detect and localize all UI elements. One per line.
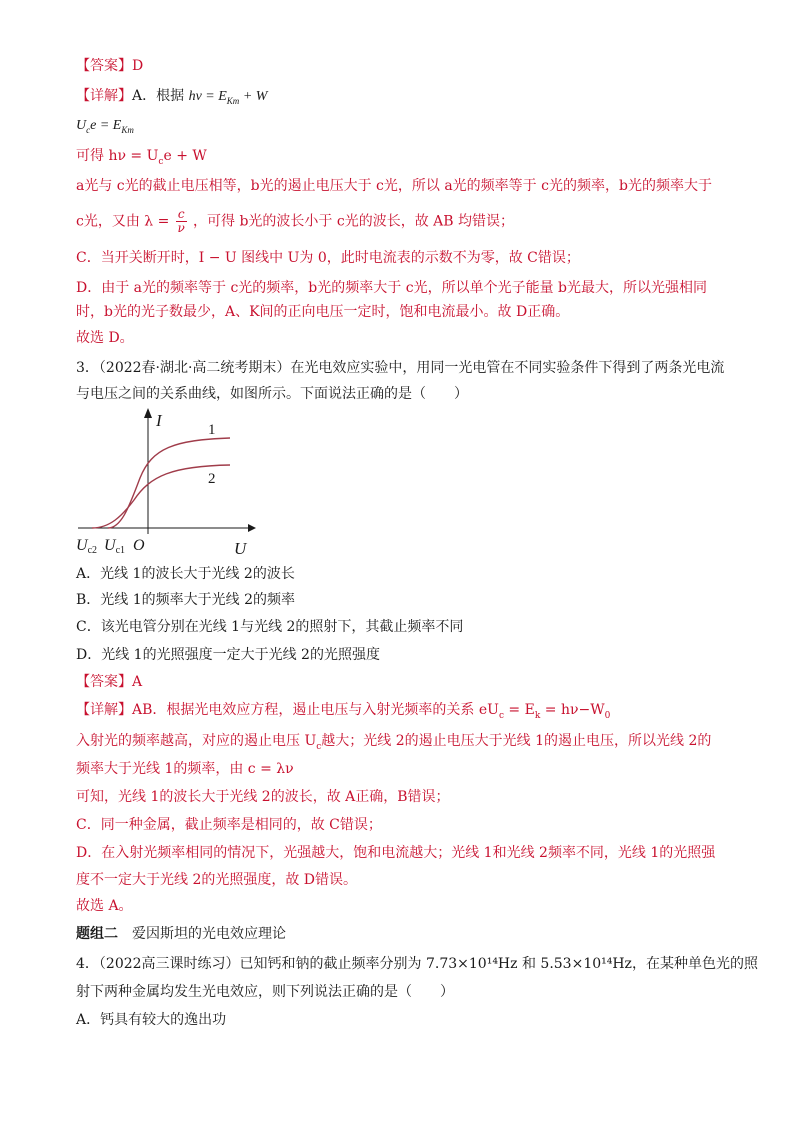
q4-option-a: A．钙具有较大的逸出功	[76, 1012, 227, 1028]
fraction-c-over-nu: $\frac{c}{\nu}$	[177, 207, 185, 235]
section-heading: 题组二 爱因斯坦的光电效应理论	[76, 926, 286, 942]
q3-stem-line2: 与电压之间的关系曲线，如图所示。下面说法正确的是（ ）	[76, 386, 468, 402]
x-axis-arrow	[248, 524, 256, 532]
y-axis-label: I	[156, 411, 162, 430]
q4-stem-line2: 射下两种金属均发生光电效应，则下列说法正确的是（ ）	[76, 984, 454, 1000]
q3-detail-line3: 频率大于光线 1的频率，由 c = λν	[76, 761, 294, 777]
q3-detail-line8: 故选 A。	[76, 898, 133, 914]
q3-answer: 【答案】A	[76, 674, 143, 690]
q2-detail-line3: 可得 $h\nu = U_ce + W$	[76, 148, 207, 167]
q3-detail-line1: 【详解】AB．根据光电效应方程，遏止电压与入射光频率的关系 $eU_c = E_k = h\nu-W_0$	[76, 702, 611, 721]
uc1-label: Uc1	[104, 537, 126, 556]
q3-detail-line4: 可知，光线 1的波长大于光线 2的波长，故 A正确，B错误；	[76, 789, 450, 805]
q2-answer: 【答案】D	[76, 58, 144, 74]
q2-detail-line8: 时，b光的光子数最少，A、K间的正向电压一定时，饱和电流最小。故 D正确。	[76, 304, 570, 320]
q3-detail-line2: 入射光的频率越高，对应的遏止电压 $U_c$越大；光线 2的遏止电压大于光线 1的遏止电压，所以光线 2的	[76, 733, 712, 752]
q2-detail-line4: a光与 c光的截止电压相等，b光的遏止电压大于 c光，所以 a光的频率等于 c光的频率，b光的频率大于	[76, 178, 712, 194]
q3-stem-line1: 3．（2022春·湖北·高二统考期末）在光电效应实验中，用同一光电管在不同实验条件下得到了两条光电流	[76, 360, 725, 376]
q3-detail-line6: D．在入射光频率相同的情况下，光强越大，饱和电流越大；光线 1和光线 2频率不同，光线 1的光照强	[76, 845, 716, 861]
q3-option-c: C．该光电管分别在光线 1与光线 2的照射下，其截止频率不同	[76, 619, 464, 635]
curve-2-label: 2	[208, 471, 216, 487]
q2-detail-line6: C．当开关断开时，I − U 图线中 U为 0，此时电流表的示数不为零，故 C错误；	[76, 250, 580, 266]
q2-detail-eq2: $U_ce = E_{Km}$	[76, 118, 134, 135]
q2-detail-line7: D．由于 a光的频率等于 c光的频率，b光的频率大于 c光，所以单个光子能量 b光最大，所以光强相同	[76, 280, 707, 296]
q2-detail-line1: 【详解】A．根据 $h\nu = E_{Km} + W$	[76, 88, 268, 106]
uc2-label: Uc2	[76, 537, 98, 556]
q3-detail-line5: C．同一种金属，截止频率是相同的，故 C错误；	[76, 817, 382, 833]
origin-label: O	[133, 537, 145, 554]
q2-detail-line5: c光，又由 λ = $\frac{c}{\nu}$ ，可得 b光的波长小于 c光的波长，故 AB 均错误；	[76, 207, 515, 235]
q3-detail-line7: 度不一定大于光线 2的光照强度，故 D错误。	[76, 872, 358, 888]
q3-option-b: B．光线 1的频率大于光线 2的频率	[76, 592, 296, 608]
x-axis-label: U	[234, 539, 247, 558]
q3-option-d: D．光线 1的光照强度一定大于光线 2的光照强度	[76, 647, 380, 663]
y-axis-arrow	[144, 408, 152, 418]
q2-detail-line9: 故选 D。	[76, 330, 134, 346]
photoelectric-iu-graph	[70, 404, 260, 560]
curve-1-label: 1	[208, 422, 216, 438]
q4-stem-line1: 4．（2022高三课时练习）已知钙和钠的截止频率分别为 7.73×10¹⁴Hz 和 5.53×10¹⁴Hz，在某种单色光的照	[76, 956, 758, 972]
q3-option-a: A．光线 1的波长大于光线 2的波长	[76, 566, 295, 582]
